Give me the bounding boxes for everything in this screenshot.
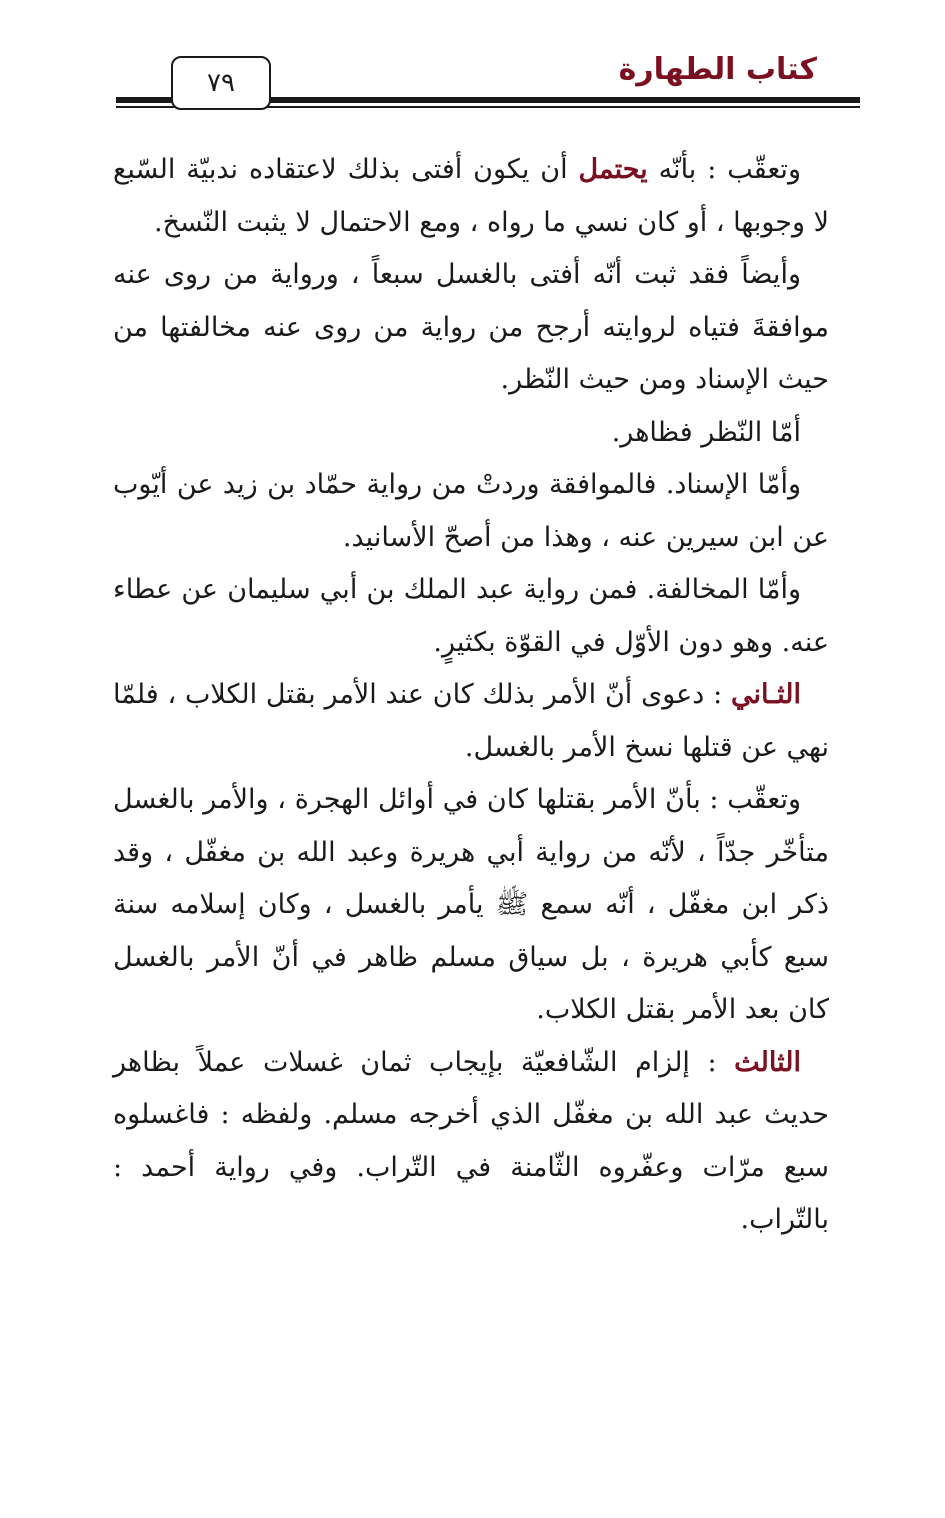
running-head-title: كتاب الطهارة <box>618 52 817 87</box>
page-number-box <box>171 56 271 110</box>
paragraph <box>113 564 829 669</box>
page-number: ٧٩ <box>207 68 235 98</box>
paragraph-text: أمّا النّظر فظاهر. <box>611 416 801 448</box>
paragraph <box>113 407 829 460</box>
paragraph <box>113 1037 829 1247</box>
paragraph-text: وأمّا المخالفة. فمن رواية عبد الملك بن أبي سليمان عن عطاء عنه. وهو دون الأوّل في القوّة بكثيرٍ. <box>113 574 829 658</box>
page-body <box>113 144 829 1247</box>
paragraph <box>113 774 829 1037</box>
paragraph-text: أن يكون أفتى بذلك لاعتقاده ندبيّة السّبع لا وجوبها ، أو كان نسي ما رواه ، ومع الاحتمال لا يثبت النّسخ. <box>113 154 829 238</box>
paragraph-text: : إلزام الشّافعيّة بإيجاب ثمان غسلات عملاً بظاهر حديث عبد الله بن مغفّل الذي أخرجه مسلم. ولفظه : فاغسلوه سبع مرّات وعفّروه الثّامنة في التّراب. وفي رواية أحمد : بالتّراب. <box>113 1046 829 1235</box>
paragraph <box>113 669 829 774</box>
paragraph-text: وتعقّب : بأنّ الأمر بقتلها كان في أوائل الهجرة ، والأمر بالغسل متأخّر جدّاً ، لأنّه من رواية أبي هريرة وعبد الله بن مغفّل ، وقد ذكر ابن مغفّل ، أنّه سمع ﷺ يأمر بالغسل ، وكان إسلامه سنة سبع كأبي هريرة ، بل سياق مسلم ظاهر في أنّ الأمر بالغسل كان بعد الأمر بقتل الكلاب. <box>113 784 829 1025</box>
paragraph-text: : دعوى أنّ الأمر بذلك كان عند الأمر بقتل الكلاب ، فلمّا نهي عن قتلها نسخ الأمر بالغسل. <box>113 679 829 763</box>
paragraph-text: وأيضاً فقد ثبت أنّه أفتى بالغسل سبعاً ، ورواية من روى عنه موافقةَ فتياه لروايته أرجح من رواية من روى عنه مخالفتها من حيث الإسناد ومن حيث النّظر. <box>113 259 829 395</box>
paragraph <box>113 249 829 407</box>
page-header <box>0 0 945 120</box>
highlighted-word: يحتمل <box>578 154 648 185</box>
paragraph <box>113 144 829 249</box>
paragraph-text: وأمّا الإسناد. فالموافقة وردتْ من رواية حمّاد بن زيد عن أيّوب عن ابن سيرين عنه ، وهذا من أصحّ الأسانيد. <box>113 469 829 553</box>
paragraph <box>113 459 829 564</box>
section-keyword-second: الثـاني <box>730 679 801 710</box>
section-keyword-third: الثالث <box>734 1046 801 1078</box>
paragraph-text: وتعقّب : بأنّه <box>647 154 801 185</box>
